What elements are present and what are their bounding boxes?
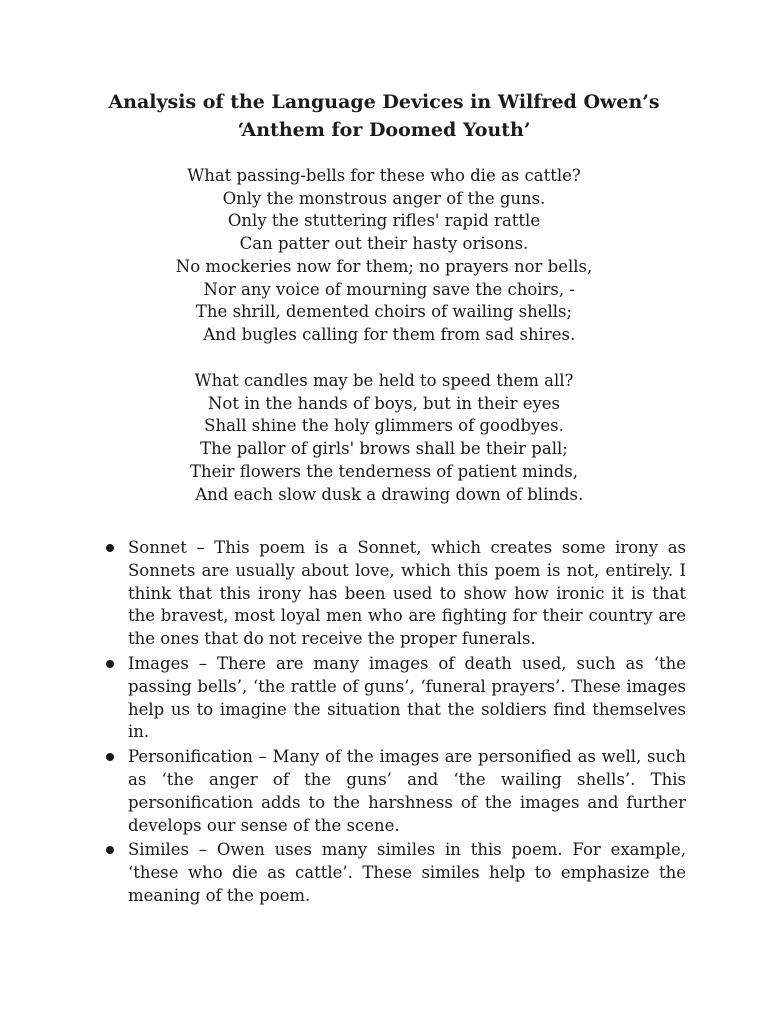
poem-line: What candles may be held to speed them all? <box>194 371 574 390</box>
title-line-1: Analysis of the Language Devices in Wilfred Owen’s <box>108 91 660 113</box>
bullet-icon <box>106 660 114 668</box>
poem-line: And each slow dusk a drawing down of blinds. <box>184 484 584 504</box>
poem-line: And bugles calling for them from sad shires. <box>192 324 576 344</box>
poem-line: Shall shine the holy glimmers of goodbyes. <box>204 416 564 436</box>
poem-line: The pallor of girls' brows shall be their pall; <box>200 439 568 459</box>
poem-line: Can patter out their hasty orisons. <box>239 234 529 254</box>
poem-line: No mockeries now for them; no prayers nor bells, <box>175 256 593 276</box>
analysis-item-similes <box>106 839 686 907</box>
bullet-icon <box>106 544 114 552</box>
poem-line: Their flowers the tenderness of patient minds, <box>190 461 578 481</box>
analysis-item-images <box>106 653 686 744</box>
poem-line: What passing-bells for these who die as cattle? <box>187 166 581 185</box>
analysis-item-text: Sonnet – This poem is a Sonnet, which creates some irony as Sonnets are usually about love, which this poem is not, entirely. I think that this irony has been used to show how ironic it is that the bravest, most loyal men who are fighting for their country are the ones that do not receive the proper funerals. <box>128 538 686 649</box>
analysis-item-text: Similes – Owen uses many similes in this poem. For example, ‘these who die as cattle’. These similes help to emphasize the meaning of the poem. <box>128 840 686 905</box>
analysis-item-text: Personification – Many of the images are personified as well, such as ‘the anger of the guns’ and ‘the wailing shells’. This personification adds to the harshness of the images and further develops our sense of the scene. <box>128 747 686 835</box>
poem-line: The shrill, demented choirs of wailing shells; <box>195 302 573 322</box>
bullet-icon <box>106 753 114 761</box>
document-title <box>0 88 768 144</box>
poem-line: Only the monstrous anger of the guns. <box>222 188 546 208</box>
poem-line: Not in the hands of boys, but in their eyes <box>207 393 561 413</box>
analysis-bullet-list <box>106 537 686 910</box>
poem-stanza-2 <box>0 370 768 506</box>
analysis-item-sonnet <box>106 537 686 651</box>
poem-line: Only the stuttering rifles' rapid rattle <box>227 211 541 231</box>
poem-stanza-1 <box>0 165 768 347</box>
analysis-item-personification <box>106 746 686 837</box>
analysis-item-text: Images – There are many images of death used, such as ‘the passing bells’, ‘the rattle of guns’, ‘funeral prayers’. These images help us to imagine the situation that the soldiers find themselves in. <box>128 653 686 742</box>
poem-line: Nor any voice of mourning save the choirs, - <box>193 279 575 299</box>
bullet-icon <box>106 846 114 854</box>
title-line-2: ‘Anthem for Doomed Youth’ <box>237 119 531 141</box>
